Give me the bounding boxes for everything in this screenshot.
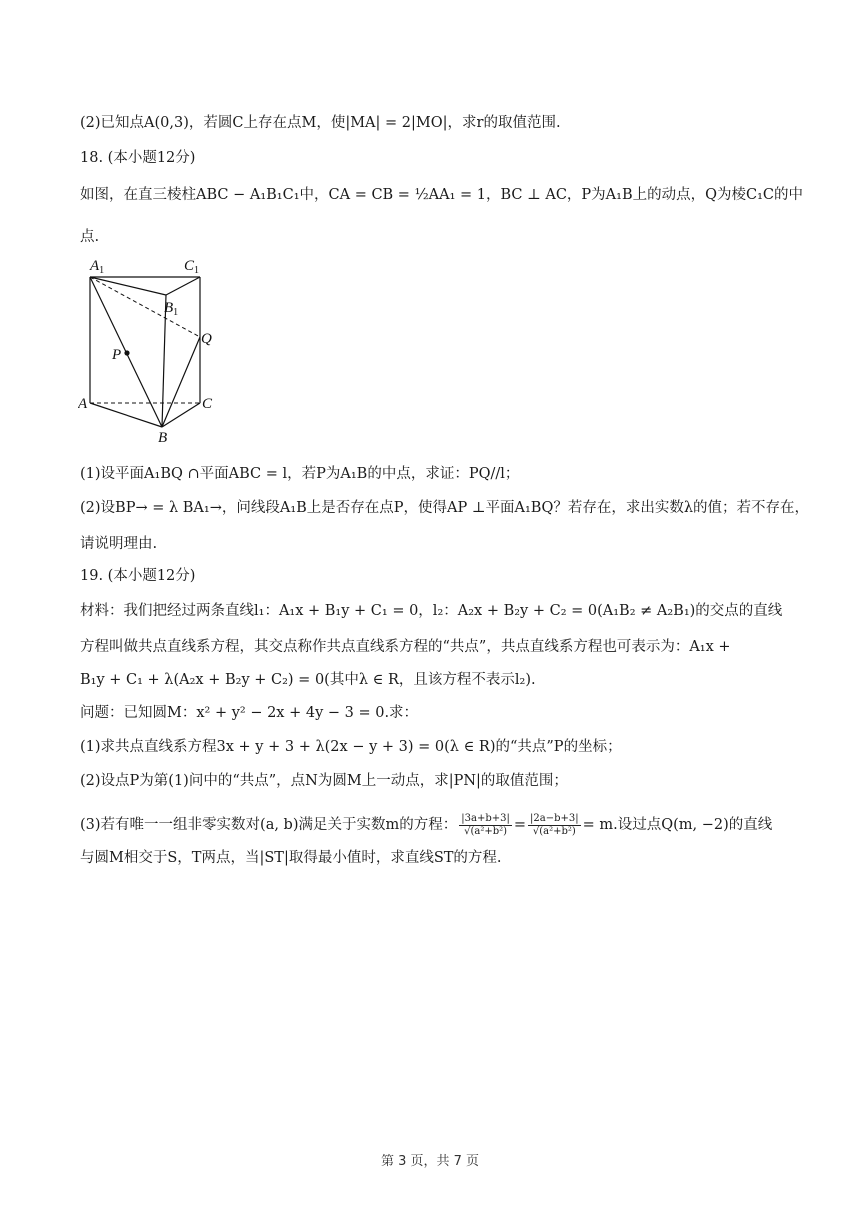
problem-19-material-line1: 材料：我们把经过两条直线l₁：A₁x + B₁y + C₁ = 0，l₂：A₂x + B₂y + C₂ = 0(A₁B₂ ≠ A₂B₁)的交点的直线: [80, 603, 783, 619]
part3-tail: = m.设过点Q(m, −2)的直线: [582, 817, 773, 833]
label-c: C: [202, 396, 213, 412]
problem-18-part1: (1)设平面A₁BQ ∩平面ABC = l，若P为A₁B的中点，求证：PQ//l；: [80, 466, 520, 482]
problem-19-material-line2: 方程叫做共点直线系方程，其交点称作共点直线系方程的“共点”，共点直线系方程也可表示为：A₁x +: [80, 639, 731, 655]
fraction-2: $\frac{|2a-b+3|}{\text{√(a²+b²)}}$: [530, 812, 579, 837]
problem-19-part3-line1: (3)若有唯一一组非零实数对(a, b)满足关于实数m的方程： $\frac{|3a+b+3|}{\text{√(a²+b²)}}$ = $\frac{|2a-b+3|}{\text{√(a²+b²)}}$ = m.设过点Q(m, −2)的直线: [80, 812, 773, 837]
part3-intro: (3)若有唯一一组非零实数对(a, b)满足关于实数m的方程：: [80, 817, 458, 833]
problem-19-material-line3: B₁y + C₁ + λ(A₂x + B₂y + C₂) = 0(其中λ ∈ R，且该方程不表示l₂).: [80, 672, 536, 688]
problem-19-part3-line2: 与圆M相交于S，T两点，当|ST|取得最小值时，求直线ST的方程.: [80, 850, 502, 866]
label-c1: $C_1$: [184, 258, 200, 276]
label-b: B: [158, 430, 168, 446]
problem-18-part2-line1: (2)设BP→ = λ BA₁→，问线段A₁B上是否存在点P，使得AP ⊥平面A₁BQ？若存在，求出实数λ的值；若不存在，: [80, 500, 810, 516]
page-footer: 第 3 页，共 7 页: [380, 1154, 480, 1169]
problem-18-heading: 18. (本小题12分): [80, 150, 196, 166]
problem-18-stem-line2: 点.: [80, 229, 100, 245]
problem-18-stem-line1: 如图，在直三棱柱ABC − A₁B₁C₁中，CA = CB = ½AA₁ = 1，BC ⊥ AC，P为A₁B上的动点，Q为棱C₁C的中: [80, 187, 803, 203]
problem-18-part2-line2: 请说明理由.: [80, 536, 158, 552]
label-a1: $A_1$: [90, 258, 105, 276]
fraction-1: $\frac{|3a+b+3|}{\text{√(a²+b²)}}$: [461, 812, 510, 837]
label-p: P: [112, 347, 122, 363]
prism-figure: [78, 255, 228, 447]
label-q: Q: [201, 331, 212, 347]
problem-19-heading: 19. (本小题12分): [80, 568, 196, 584]
problem-19-question: 问题：已知圆M：x² + y² − 2x + 4y − 3 = 0.求：: [80, 705, 419, 721]
label-b1: $B_1$: [164, 300, 179, 318]
problem-19-part2: (2)设点P为第(1)问中的“共点”，点N为圆M上一动点，求|PN|的取值范围；: [80, 773, 568, 789]
label-a: A: [78, 396, 88, 412]
problem-19-part1: (1)求共点直线系方程3x + y + 3 + λ(2x − y + 3) = 0(λ ∈ R)的“共点”P的坐标；: [80, 739, 622, 755]
part-2-question: (2)已知点A(0,3)，若圆C上存在点M，使|MA| = 2|MO|，求r的取值范围.: [80, 115, 561, 131]
